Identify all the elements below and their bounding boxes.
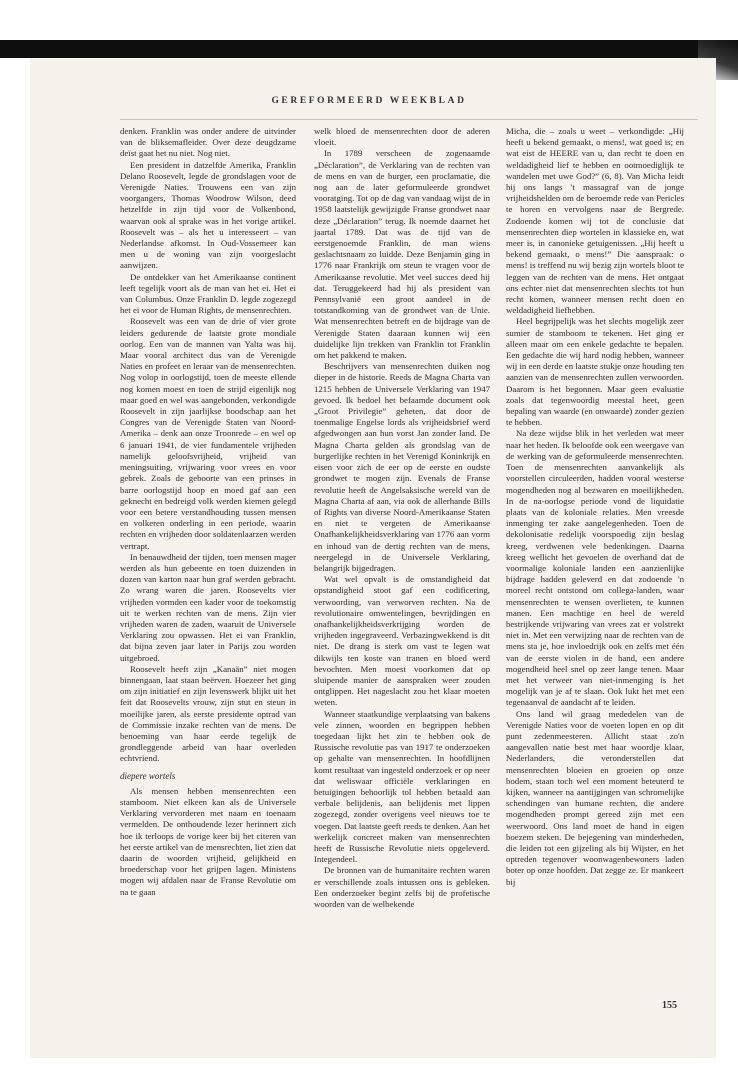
paragraph: Als mensen hebben mensenrechten een stamboom. Niet elkeen kan als de Universele Verklaring vervorderen met naam en toenaam vermelden. De onthoudende lezer herinnert zich hoe ik terloops de vorige keer bij het citeren van het eerste artikel van de mensrechten, liet zien dat daarin de woorden vrijheid, gelijkheid en broederschap voor het grijpen lagen. Ministens mogen wij afdalen naar de Franse Revolutie om na te gaan	[120, 785, 296, 897]
paragraph: Roosevelt was een van de drie of vier grote leiders gedurende de laatste grote mondiale oorlog. Een van de mannen van Yalta was hij. Maar vooral architect dus van de Verenigde Naties en profeet en leraar van de mensenrechten. Nog volop in oorlogstijd, toen de meeste ellende nog komen moest en toen de strijd eigenlijk nog maar goed en wel was aangebonden, verkondigde Roosevelt in zijn jaarlijkse boodschap aan het Congres van de Verenigde Staten van Noord-Amerika – denk aan onze Troonrede – en wel op 6 januari 1941, de vier fundamentele vrijheden namelijk geloofsvrijheid, vrijheid van meningsuiting, vrijwaring voor vrees en voor gebrek. Zoals de geboorte van een prinses in barre oorlogstijd hoop en moed gaf aan een geknecht en bedreigd volk werden kiemen gelegd voor een betere verstandhouding tussen mensen en volkeren onderling in een periode, waarin rechten en vrijheden door soldatenlaarzen werden vertrapt.	[120, 316, 296, 551]
paragraph: De ontdekker van het Amerikaanse continent leeft tegelijk voort als de man van het ei. Het ei van Columbus. Onze Franklin D. legde zogezegd het ei voor de Human Rights, de mensenrechten.	[120, 271, 296, 316]
paragraph: welk bloed de mensenrechten door de aderen vloeit.	[314, 126, 490, 148]
paragraph: Micha, die – zoals u weet – verkondigde: „Hij heeft u bekend gemaakt, o mens!, wat goed is; en wat eist de HEERE van u, dan recht te doen en weldadigheid lief te hebben en ootmoediglijk te wandelen met uwe God?” (6, 8). Van Micha leidt hij ons langs 't massagraf van de jonge vrijheidshelden om de beroemde rede van Pericles te horen en vervolgens naar de Bergrede. Zodoende komen wij tot de conclusie dat mensenrechten diep wortelen in klassieke en, wat meer is, in canonieke getuigenissen. „Hij heeft u bekend gemaakt, o mens!” Die aanspraak: o mens! is treffend nu wij bezig zijn wortels bloot te leggen van de rechten van de mens. Het ontgaat ons echter niet dat mensenrechten slechts tot hun recht komen, wanneer mensen recht doen en weldadigheid liefhebben.	[506, 126, 684, 316]
header-rule	[120, 119, 698, 120]
paragraph: Beschrijvers van mensenrechten duiken nog dieper in de historie. Reeds de Magna Charta van 1215 hebben de Universele Verklaring van 1947 gevoed. Ik bedoel het befaamde document ook „Groot Privilegie” geheten, dat door de toenmalige Engelse lords als vrijheidsbrief werd afgedwongen aan hun vorst Jan zonder land. De Magna Charta gelden als grondslag van de burgerlijke rechten in het Verenigd Koninkrijk en eisen voor zich de eer op de eerste en oudste grondwet te mogen zijn. Evenals de Franse revolutie heeft de Angelsaksische wereld van de Magna Charta af aan, via ook de allerhande Bills of Rights van diverse Noord-Amerikaanse Staten en niet te vergeten de Amerikaanse Onafhankelijkheidsverklaring van 1776 aan vorm en inhoud van de dertig rechten van de mens, neergelegd in de Universele Verklaring, belangrijk bijgedragen.	[314, 361, 490, 573]
paragraph: In 1789 verscheen de zogenaamde „Déclaration”, de Verklaring van de rechten van de mens en van de burger, een proclamatie, die nog aan de later geformuleerde grondwet vooratging. Tot op de dag van vandaag wijst de in 1958 laatstelijk gewijzigde Franse grondwet naar deze „Déclaration” terug. Ik noemde daarnet het jaartal 1789. Dat was de tijd van de eerstgenoemde Franklin, de man wiens geslachtsnaam zo luidde. Deze Benjamin ging in 1776 naar Frankrijk om steun te vragen voor de Amerikaanse revolutie. Met veel succes deed hij dat. Teruggekeerd had hij als president van Pennsylvanië een groot aandeel in de totstandkoming van de grondwet van de Unie. Wat mensenrechten betreft en de bijdrage van de Verenigde Staten daaraan kunnen wij een duidelijke lijn trekken van Franklin tot Franklin om het pakkend te maken.	[314, 148, 490, 361]
column-2	[314, 126, 490, 910]
paragraph: Na deze wijdse blik in het verleden wat meer naar het heden. Ik beloofde ook een weergave van de werking van de geformuleerde mensenrechten. Toen de mensenrechten aanvankelijk als voorstellen circuleerden, hadden vooral westerse mogendheden nog al bezwaren en moeilijkheden. In de na-oorlogse periode vond de liquidatie plaats van de koloniale relaties. Men vreesde inmenging ter zake aangelegenheden. Toen de dekolonisatie redelijk voorspoedig zijn beslag kreeg, verdwenen vele bedenkingen. Daarna kreeg wellicht het gevoelen de overhand dat de voormalige koloniale landen een aanzienlijke bijdrage hadden geleverd en dat zodoende 'n moreel recht ontstond om collega-landen, waar mensenrechten te wensen overlieten, te kunnen manen. Een machtige en heel de wereld bestrijkende vrijwaring van vrees zat er volstrekt niet in. Met een verwijzing naar de rechten van de mens sta je, hoe invloedrijk ook en zelfs met één van de eerste violen in de hand, een andere mogendheid heel snel op zeer lange tenen. Maar met het verweer van niet-inmenging is het mogelijk van je af te slaan. Ook lukt het met een tegenaanval de aandacht af te leiden.	[506, 428, 684, 708]
paragraph: Heel begrijpelijk was het slechts mogelijk zeer sumier de stamboom te tekenen. Het ging er alleen maar om een enkele gedachte te bepalen. Een gedachte die wij hard nodig hebben, wanneer wij in een derde en laatste stukje onze houding ten aanzien van de mensenrechten zullen verwoorden. Daarom is het begonnen. Maar geen evaluatie zoals dat tegenwoordig meestal heet, geen bepaling van waarde (en onwaarde) zonder gezien te hebben.	[506, 316, 684, 428]
running-header: GEREFORMEERD WEEKBLAD	[271, 96, 467, 106]
paragraph: Een president in datzelfde Amerika, Franklin Delano Roosevelt, legde de grondslagen voor de Verenigde Naties. Trouwens een van zijn voorgangers, Thomas Woodrow Wilson, deed hetzelfde in zijn tijd voor de Volkenbond, waarvan ook al sprake was in het vorige artikel. Roosevelt was – als het u interesseert – van Nederlandse afkomst. In Oud-Vossemeer kan men u de woning van zijn voorgeslacht aanwijzen.	[120, 159, 296, 271]
paragraph: Roosevelt heeft zijn „Kanaän” niet mogen binnengaan, laat staan beërven. Hoezeer het ging om zijn initiatief en zijn levenswerk blijkt uit het feit dat Roosevelts vrouw, zijn stut en steun in moeilijke jaren, als eerste presidente optrad van de Commissie inzake rechten van de mens. De benoeming van haar eerde tegelijk de grondleggende arbeid van haar overleden echtvriend.	[120, 663, 296, 764]
paragraph: De bronnen van de humanitaire rechten waren er verschillende zoals intussen ons is gebleken. Een onderzoeker begint zelfs bij de profetische woorden van de welbekende	[314, 865, 490, 910]
column-1	[120, 126, 296, 898]
paragraph: denken. Franklin was onder andere de uitvinder van de bliksemafleider. Over deze deugdzame deïst gaat het nu niet. Nog niet.	[120, 126, 296, 159]
section-heading: diepere wortels	[120, 770, 176, 781]
column-3	[506, 126, 684, 888]
paragraph: Wat wel opvalt is de omstandigheid dat opstandigheid stoot gaf een codificering, verwoording, van verworven rechten. Na de revolutionaire omwentelingen, bevrijdingen en onafhankelijkheidsverkrijging worden de vrijheden ingegraveerd. Verbazingwekkend is dit niet. De drang is sterk om vast te legen wat dikwijls ten koste van tranen en bloed werd bevochten. Men moest voorkomen dat op sluipende manier de aanspraken weer zouden ontglippen. Het nageslacht zou het klaar moeten weten.	[314, 574, 490, 708]
scan-top-border	[0, 40, 738, 58]
paragraph: Wanneer staatkundige verplaatsing van bakens vele zinnen, woorden en begrippen hebben toegedaan lijkt het zin te hebben ook de Russische revolutie pas van 1917 te onderzoeken op gehalte van mensenrechten. In hoofdlijnen komt resultaat van ingesteld onderzoek er op neer dat weliswaar officiële verklaringen en betuigingen behoorlijk tol hebben betaald aan verbale belijdenis, aan belijdenis met lippen zogezegd, zonder overigens veel nieuws toe te voegen. Dat laatste geeft reeds te denken. Aan het werkelijk concreet maken van mensenrechten heeft de Russische Revolutie niets opgeleverd. Integendeel.	[314, 708, 490, 865]
paragraph: In benauwdheid der tijden, toen mensen mager werden als hun gebeente en toen duizenden in dozen van karton naar hun graf werden gebracht. Zo wrang waren die jaren. Roosevelts vier vrijheden vormden een kader voor de toekomstig uit te werken rechten van de mens. Zijn vier vrijheden waren de zaden, waaruit de Universele Verklaring zou opwassen. Het ei van Franklin, dat bijna zeven jaar later in Parijs zou worden uitgebroed.	[120, 551, 296, 663]
paragraph: Ons land wil graag mededelen van de Verenigde Naties voor de voeten lopen en op dit punt zedenmeesteren. Allicht staat zo'n aangevallen natie best met haar woordje klaar, Nederlanders, die veronderstellen dat mensenrechten bloeien en groeien op onze bodem, staan toch wel een moment beteuterd te kijken, wanneer na aantijgingen van schromelijke schendingen van humane rechten, die andere mogendheden prompt gereed zijn met een weerwoord. Ons land moet de hand in eigen boezem steken. De bejegening van minderheden, die leiden tot een gijzeling als bij Wijster, en het optreden tegenover woonwagenbewoners laden boter op onze hoofden. Dat zegge ze. Er mankeert bij	[506, 708, 684, 887]
page-number: 155	[662, 1000, 677, 1011]
